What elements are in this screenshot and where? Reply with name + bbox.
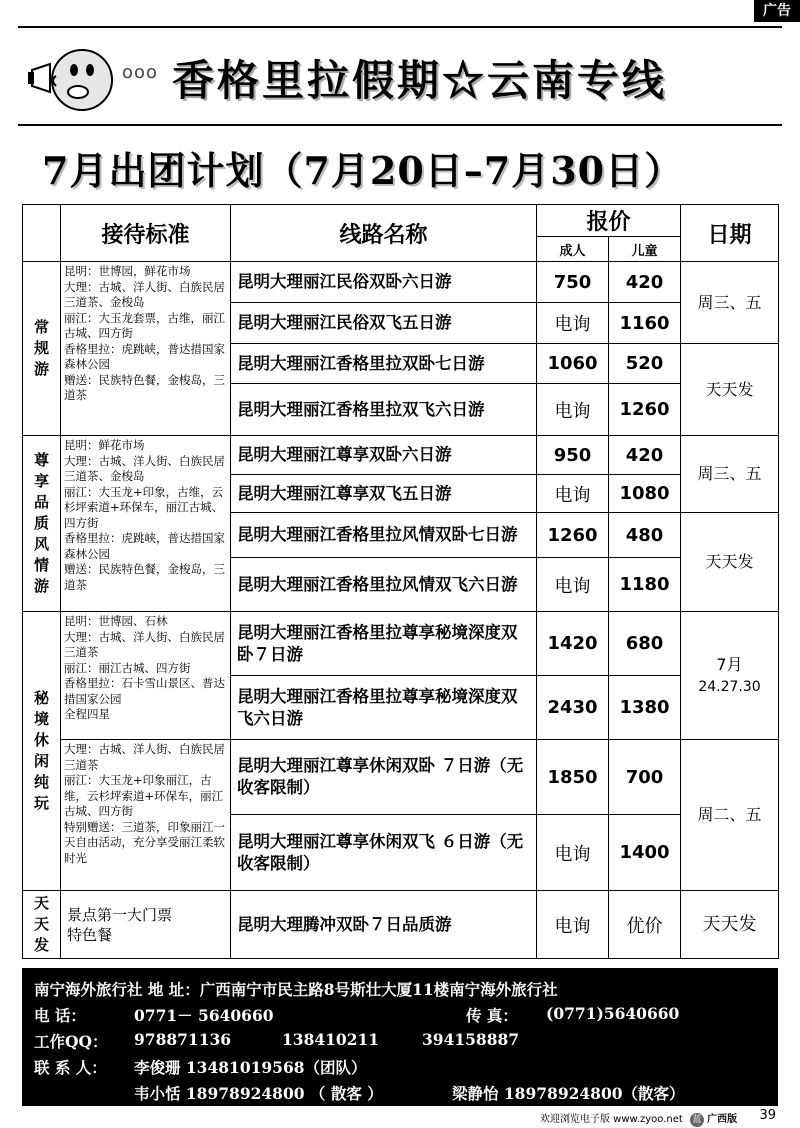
header-category <box>23 205 61 262</box>
child-price: 420 <box>609 436 681 475</box>
category-cell: 秘境休闲纯玩 <box>23 612 61 891</box>
category-cell: 天天发 <box>23 891 61 959</box>
adult-price: 电询 <box>537 384 609 436</box>
route-name: 昆明大理腾冲双卧７日品质游 <box>231 891 537 959</box>
route-name: 昆明大理丽江尊享休闲双卧 ７日游（无收客限制） <box>231 740 537 815</box>
date-cell: 周二、五 <box>681 740 779 891</box>
adult-price: 750 <box>537 262 609 303</box>
date-cell: 天天发 <box>681 344 779 436</box>
child-price: 优价 <box>609 891 681 959</box>
table-row <box>23 436 779 475</box>
header-standard: 接待标准 <box>61 205 231 262</box>
adult-price: 1060 <box>537 344 609 384</box>
banner-rule <box>18 124 782 126</box>
adult-price: 1260 <box>537 513 609 558</box>
qq-number: 394158887 <box>422 1030 520 1049</box>
route-name: 昆明大理丽江香格里拉双卧七日游 <box>231 344 537 384</box>
route-name: 昆明大理丽江香格里拉风情双卧七日游 <box>231 513 537 558</box>
adult-price: 电询 <box>537 558 609 612</box>
contact-person: 梁静怡 18978924800（散客） <box>452 1084 685 1103</box>
qq-number: 138410211 <box>282 1030 380 1049</box>
fax-label: 传 真： <box>466 1006 518 1025</box>
route-name: 昆明大理丽江民俗双飞五日游 <box>231 303 537 344</box>
credit-line: 欢迎浏览电子版 www.zyoo.net 蓝 广西版 <box>540 1114 738 1125</box>
header-child: 儿童 <box>609 237 681 262</box>
banner-title: 香格里拉假期☆云南专线 <box>172 56 668 105</box>
edition-label: 广西版 <box>707 1114 738 1125</box>
child-price: 1160 <box>609 303 681 344</box>
child-price: 420 <box>609 262 681 303</box>
contact-label: 联 系 人： <box>34 1058 107 1077</box>
route-name: 昆明大理丽江香格里拉尊享秘境深度双飞六日游 <box>231 676 537 740</box>
tour-price-table <box>22 204 779 959</box>
header-route: 线路名称 <box>231 205 537 262</box>
tel-label: 电 话： <box>34 1006 86 1025</box>
date-cell: 7月 24.27.30 <box>681 612 779 740</box>
table-row <box>23 891 779 959</box>
child-price: 1400 <box>609 815 681 891</box>
header-date: 日期 <box>681 205 779 262</box>
child-price: 680 <box>609 612 681 676</box>
route-name: 昆明大理丽江香格里拉尊享秘境深度双卧７日游 <box>231 612 537 676</box>
table-row <box>23 740 779 815</box>
standard-cell: 昆明：世博园、石林 大理：古城、洋人街、白族民居三道茶 丽江：丽江古城、四方街 香格里拉：石卡雪山景区、普达措国家公园 全程四星 <box>61 612 231 740</box>
route-name: 昆明大理丽江尊享双卧六日游 <box>231 436 537 475</box>
standard-cell: 景点第一大门票 特色餐 <box>61 891 231 959</box>
adult-price: 1420 <box>537 612 609 676</box>
header-price: 报价 <box>537 205 681 237</box>
fax-number: (0771)5640660 <box>546 1004 680 1023</box>
adult-price: 1850 <box>537 740 609 815</box>
date-cell: 周三、五 <box>681 262 779 344</box>
category-cell: 常规游 <box>23 262 61 436</box>
contact-person: 李俊珊 13481019568（团队） <box>134 1058 367 1077</box>
agency-address: 南宁海外旅行社 地 址：广西南宁市民主路8号斯壮大厦11楼南宁海外旅行社 <box>34 980 558 999</box>
tel-number: 0771－ 5640660 <box>134 1006 274 1025</box>
standard-cell: 昆明：世博园，鲜花市场 大理：古城、洋人街、白族民居三道茶、金梭岛 丽江：大玉龙套票，古维，丽江古城、四方街 香格里拉：虎跳峡，普达措国家森林公园 赠送：民族特色餐，金梭岛，三道茶 <box>61 262 231 436</box>
top-rule <box>18 26 782 28</box>
route-name: 昆明大理丽江香格里拉双飞六日游 <box>231 384 537 436</box>
speech-bubbles: ooo <box>122 62 159 83</box>
date-cell: 天天发 <box>681 891 779 959</box>
adult-price: 电询 <box>537 303 609 344</box>
child-price: 520 <box>609 344 681 384</box>
table-row <box>23 262 779 303</box>
child-price: 1380 <box>609 676 681 740</box>
page-number: 39 <box>759 1108 776 1123</box>
route-name: 昆明大理丽江民俗双卧六日游 <box>231 262 537 303</box>
adult-price: 电询 <box>537 475 609 513</box>
adult-price: 电询 <box>537 815 609 891</box>
child-price: 700 <box>609 740 681 815</box>
child-price: 480 <box>609 513 681 558</box>
child-price: 1180 <box>609 558 681 612</box>
standard-cell: 昆明：鲜花市场 大理：古城、洋人街、白族民居三道茶、金梭岛 丽江：大玉龙+印象，古维，云杉坪索道+环保车，丽江古城、四方街 香格里拉：虎跳峡，普达措国家森林公园 赠送：民族特色餐，金梭岛，三道茶 <box>61 436 231 612</box>
child-price: 1080 <box>609 475 681 513</box>
schedule-subtitle: 7月出团计划（7月20日–7月30日） <box>42 148 684 193</box>
table-row <box>23 612 779 676</box>
agency-contact-footer <box>22 968 778 1106</box>
adult-price: 950 <box>537 436 609 475</box>
category-cell: 尊享品质风情游 <box>23 436 61 612</box>
adult-price: 电询 <box>537 891 609 959</box>
date-cell: 天天发 <box>681 513 779 612</box>
date-cell: 周三、五 <box>681 436 779 513</box>
ad-tag: 广告 <box>754 0 800 22</box>
route-name: 昆明大理丽江尊享休闲双飞 ６日游（无收客限制） <box>231 815 537 891</box>
contact-person: 韦小恬 18978924800 （ 散客 ） <box>134 1084 383 1103</box>
qq-label: 工作QQ： <box>34 1032 108 1051</box>
logo-badge-icon: 蓝 <box>690 1113 704 1127</box>
child-price: 1260 <box>609 384 681 436</box>
route-name: 昆明大理丽江香格里拉风情双飞六日游 <box>231 558 537 612</box>
standard-cell: 大理：古城、洋人街、白族民居三道茶 丽江：大玉龙+印象丽江，古维，云杉坪索道+环保车，丽江古城、四方街 特别赠送：三道茶，印象丽江一天自由活动，充分享受丽江柔软时光 <box>61 740 231 891</box>
header-adult: 成人 <box>537 237 609 262</box>
megaphone-mascot-icon <box>28 46 124 116</box>
route-name: 昆明大理丽江尊享双飞五日游 <box>231 475 537 513</box>
adult-price: 2430 <box>537 676 609 740</box>
table-header-row <box>23 205 779 237</box>
qq-number: 978871136 <box>134 1030 232 1049</box>
